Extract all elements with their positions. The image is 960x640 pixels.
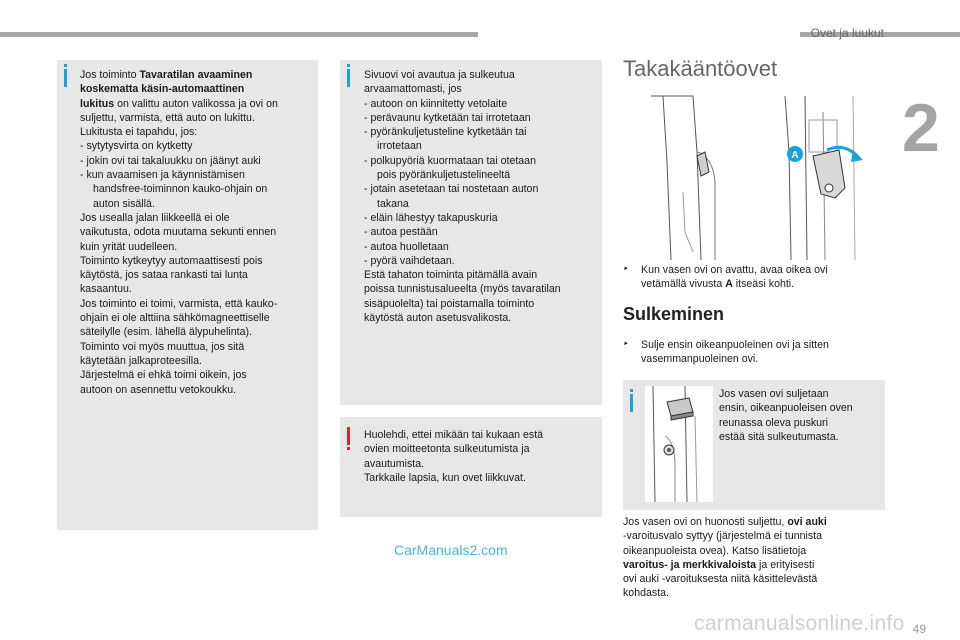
- text-line: suljettu, varmista, että auto on lukittu.: [80, 111, 255, 124]
- info-icon: [347, 69, 350, 87]
- text-line: Jos vasen ovi on huonosti suljettu, ovi auki: [623, 516, 827, 528]
- text-line: estää sitä sulkeutumasta.: [719, 430, 839, 443]
- text-line: vasemmanpuoleinen ovi.: [641, 353, 759, 366]
- text-line: arvaamattomasti, jos: [364, 83, 462, 96]
- rear-door-drawing: [623, 92, 885, 260]
- text-line: takana: [377, 197, 409, 210]
- text-line: - perävaunu kytketään tai irrotetaan: [364, 111, 531, 124]
- text-line: sisäpuolelta) tai poistamalla toiminto: [364, 297, 535, 310]
- info-box-door-closing: [623, 380, 885, 510]
- warning-box: [340, 417, 602, 517]
- text-line: käytöstä auton asetusvalikosta.: [364, 312, 512, 325]
- text-line: Toiminto kytkeytyy automaattisesti pois: [80, 254, 263, 267]
- text-line: autoon on asennettu vetokoukku.: [80, 383, 237, 396]
- text-line: Jos toiminto ei toimi, varmista, että kauko-: [80, 297, 278, 310]
- text-line: avautumista.: [364, 457, 425, 470]
- text-line: - polkupyöriä kuormataan tai otetaan: [364, 154, 536, 167]
- text-line: Estä tahaton toiminta pitämällä avain: [364, 269, 538, 282]
- text-line: vetämällä vivusta A itseäsi kohti.: [641, 278, 795, 291]
- text-line: Sulje ensin oikeanpuoleinen ovi ja sitten: [641, 339, 829, 351]
- text-line: - eläin lähestyy takapuskuria: [364, 211, 498, 224]
- text-line: - jotain asetetaan tai nostetaan auton: [364, 183, 539, 196]
- text-line: pois pyöränkuljetustelineeltä: [377, 169, 511, 182]
- instruction-close-order: [623, 338, 829, 367]
- text-line: ensin, oikeanpuoleisen oven: [719, 402, 853, 415]
- text-line: - autoon on kiinnitetty vetolaite: [364, 97, 508, 110]
- text-line: -varoitusvalo syttyy (järjestelmä ei tunnista: [623, 530, 823, 543]
- text-line: - autoa pestään: [364, 226, 438, 239]
- door-bumper-illustration: [645, 386, 713, 502]
- info-box-text: [364, 68, 561, 325]
- info-icon: [64, 69, 67, 87]
- chapter-number: 2: [902, 90, 940, 166]
- section-header: Ovet ja luukut: [810, 26, 884, 40]
- text-line: käytöstä, jos sataa rankasti tai lunta: [80, 269, 248, 282]
- text-line: Tarkkaile lapsia, kun ovet liikkuvat.: [364, 471, 526, 484]
- info-box-text: [719, 387, 853, 444]
- section-title-closing: Sulkeminen: [623, 304, 725, 324]
- text-line: - sytytysvirta on kytketty: [80, 140, 193, 153]
- page-number: 49: [912, 622, 926, 636]
- text-line: ovi auki -varoituksesta niitä käsittelevästä: [623, 573, 818, 586]
- text-line: irrotetaan: [377, 140, 422, 153]
- text-line: Sivuovi voi avautua ja sulkeutua: [364, 69, 515, 81]
- text-line: Kun vasen ovi on avattu, avaa oikea ovi: [641, 264, 828, 276]
- text-line: ovien moitteetonta sulkeutumista ja: [364, 443, 530, 456]
- text-line: Jos usealla jalan liikkeellä ei ole: [80, 211, 230, 224]
- text-line: varoitus- ja merkkivaloista ja erityisesti: [623, 558, 815, 571]
- text-line: säteilylle (esim. lähellä älypuhelinta).: [80, 326, 252, 339]
- arrow-bullet-icon: ‣: [623, 264, 629, 275]
- text-line: Lukitusta ei tapahdu, jos:: [80, 126, 198, 139]
- watermark-carmanualsonline[interactable]: carmanualsonline.info: [694, 612, 905, 635]
- door-bumper-drawing: [645, 386, 713, 502]
- info-box-side-door: [340, 60, 602, 405]
- info-box-handsfree-lock: [57, 60, 318, 530]
- info-box-text: [80, 68, 278, 397]
- section-title-rear-doors: Takakääntöovet: [623, 56, 778, 81]
- text-line: Huolehdi, ettei mikään tai kukaan estä: [364, 429, 544, 441]
- text-line: lukitus on valittu auton valikossa ja ovi on: [80, 97, 278, 110]
- text-line: auton sisällä.: [93, 197, 155, 210]
- text-line: vaikutusta, odota muutama sekunti ennen: [80, 226, 277, 239]
- watermark-carmanuals2[interactable]: CarManuals2.com: [394, 542, 508, 558]
- text-line: ohjain ei ole alttiina sähkömagneettiselle: [80, 312, 270, 325]
- text-line: Toiminto voi myös muuttua, jos sitä: [80, 340, 245, 353]
- header-rule-left: [0, 32, 478, 37]
- warning-icon: [347, 427, 350, 445]
- text-line: kasaantuu.: [80, 283, 132, 296]
- text-line: koskematta käsin-automaattinen: [80, 83, 245, 96]
- instruction-open-right-door: [623, 263, 828, 292]
- text-line: Järjestelmä ei ehkä toimi oikein, jos: [80, 369, 247, 382]
- warning-box-text: [364, 428, 543, 485]
- text-line: käytetään jalkaproteesilla.: [80, 354, 202, 367]
- text-line: - kun avaamisen ja käynnistämisen: [80, 169, 245, 182]
- text-line: - pyörä vaihdetaan.: [364, 254, 455, 267]
- text-line: oikeanpuoleista ovea). Katso lisätietoja: [623, 544, 807, 557]
- text-line: Jos toiminto Tavaratilan avaaminen: [80, 69, 253, 81]
- text-line: - autoa huolletaan: [364, 240, 449, 253]
- text-line: - pyöränkuljetusteline kytketään tai: [364, 126, 527, 139]
- info-icon: [630, 394, 633, 412]
- marker-a-label: A: [791, 150, 799, 161]
- text-line: - jokin ovi tai takaluukku on jäänyt auki: [80, 154, 261, 167]
- text-line: kuin yrität uudelleen.: [80, 240, 178, 253]
- door-ajar-paragraph: [623, 515, 827, 601]
- text-line: Jos vasen ovi suljetaan: [719, 388, 829, 400]
- text-line: kohdasta.: [623, 587, 669, 600]
- text-line: poissa tunnistusalueelta (myös tavaratilan: [364, 283, 561, 296]
- text-line: handsfree-toiminnon kauko-ohjain on: [93, 183, 268, 196]
- arrow-bullet-icon: ‣: [623, 339, 629, 350]
- text-line: reunassa oleva puskuri: [719, 416, 828, 429]
- rear-door-illustration: [623, 92, 885, 260]
